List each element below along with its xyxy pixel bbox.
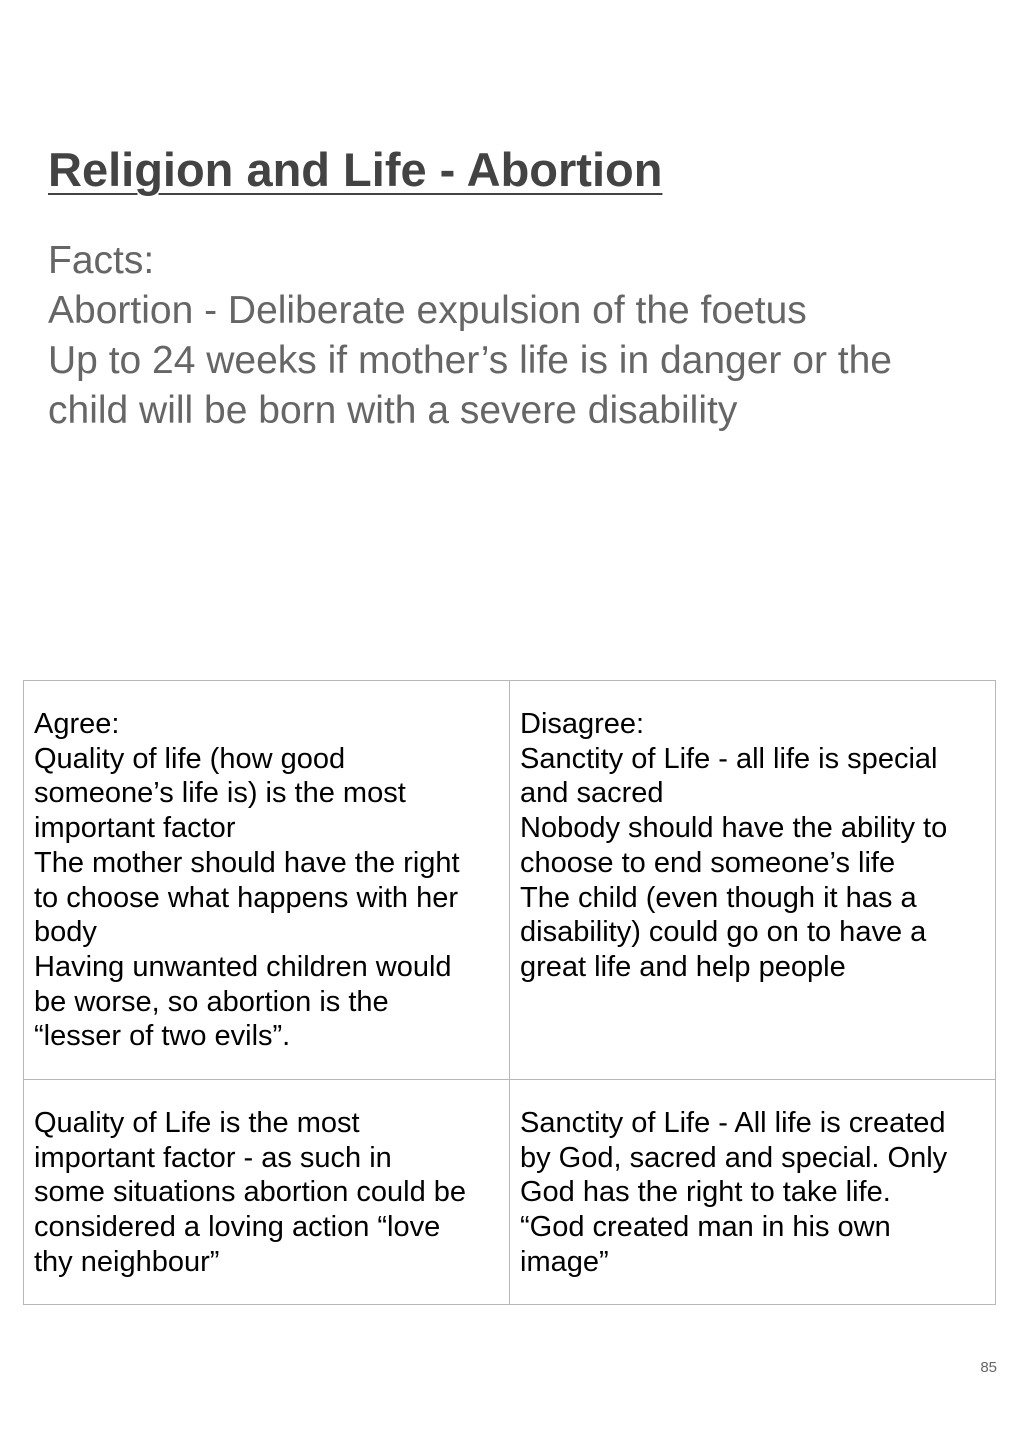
agree-cell xyxy=(24,681,510,1080)
disagree-line: and sacred xyxy=(520,777,664,810)
agree-line: important factor xyxy=(34,812,236,845)
disagree-line: God has the right to take life. xyxy=(520,1176,891,1209)
disagree-line: great life and help people xyxy=(520,950,846,983)
facts-line: Abortion - Deliberate expulsion of the foetus xyxy=(48,289,807,332)
disagree-cell xyxy=(510,681,996,1080)
disagree-line: “God created man in his own xyxy=(520,1211,891,1244)
agree-line: thy neighbour” xyxy=(34,1245,220,1278)
agree-line: important factor - as such in xyxy=(34,1141,392,1174)
disagree-cell xyxy=(510,1080,996,1305)
agree-cell xyxy=(24,1080,510,1305)
agree-heading: Agree: xyxy=(34,708,120,740)
disagree-line: image” xyxy=(520,1245,609,1278)
disagree-heading: Disagree: xyxy=(520,708,645,740)
agree-line: The mother should have the right xyxy=(34,846,460,879)
disagree-line: Nobody should have the ability to xyxy=(520,812,948,845)
agree-line: to choose what happens with her xyxy=(34,881,458,914)
disagree-line: The child (even though it has a xyxy=(520,881,917,914)
agree-line: someone’s life is) is the most xyxy=(34,777,406,810)
agree-line: Quality of life (how good xyxy=(34,742,346,775)
agree-line: Having unwanted children would xyxy=(34,950,452,983)
agree-line: body xyxy=(34,916,97,949)
table-row xyxy=(24,681,996,1080)
agree-line: considered a loving action “love xyxy=(34,1211,441,1244)
disagree-line: disability) could go on to have a xyxy=(520,916,927,949)
agree-line: “lesser of two evils”. xyxy=(34,1020,291,1053)
facts-line: Up to 24 weeks if mother’s life is in danger or the xyxy=(48,339,892,382)
disagree-line: Sanctity of Life - All life is created xyxy=(520,1107,946,1139)
disagree-line: Sanctity of Life - all life is special xyxy=(520,742,938,775)
agree-line: some situations abortion could be xyxy=(34,1176,467,1209)
disagree-line: choose to end someone’s life xyxy=(520,846,896,879)
agree-disagree-table xyxy=(23,680,996,1305)
disagree-line: by God, sacred and special. Only xyxy=(520,1141,948,1174)
facts-heading: Facts: xyxy=(48,239,155,282)
page-number: 85 xyxy=(980,1359,997,1376)
table-row xyxy=(24,1080,996,1305)
facts-line: child will be born with a severe disability xyxy=(48,389,738,432)
page-title: Religion and Life - Abortion xyxy=(48,143,663,196)
agree-line: be worse, so abortion is the xyxy=(34,985,389,1018)
facts-section xyxy=(48,236,998,436)
agree-line: Quality of Life is the most xyxy=(34,1107,360,1139)
